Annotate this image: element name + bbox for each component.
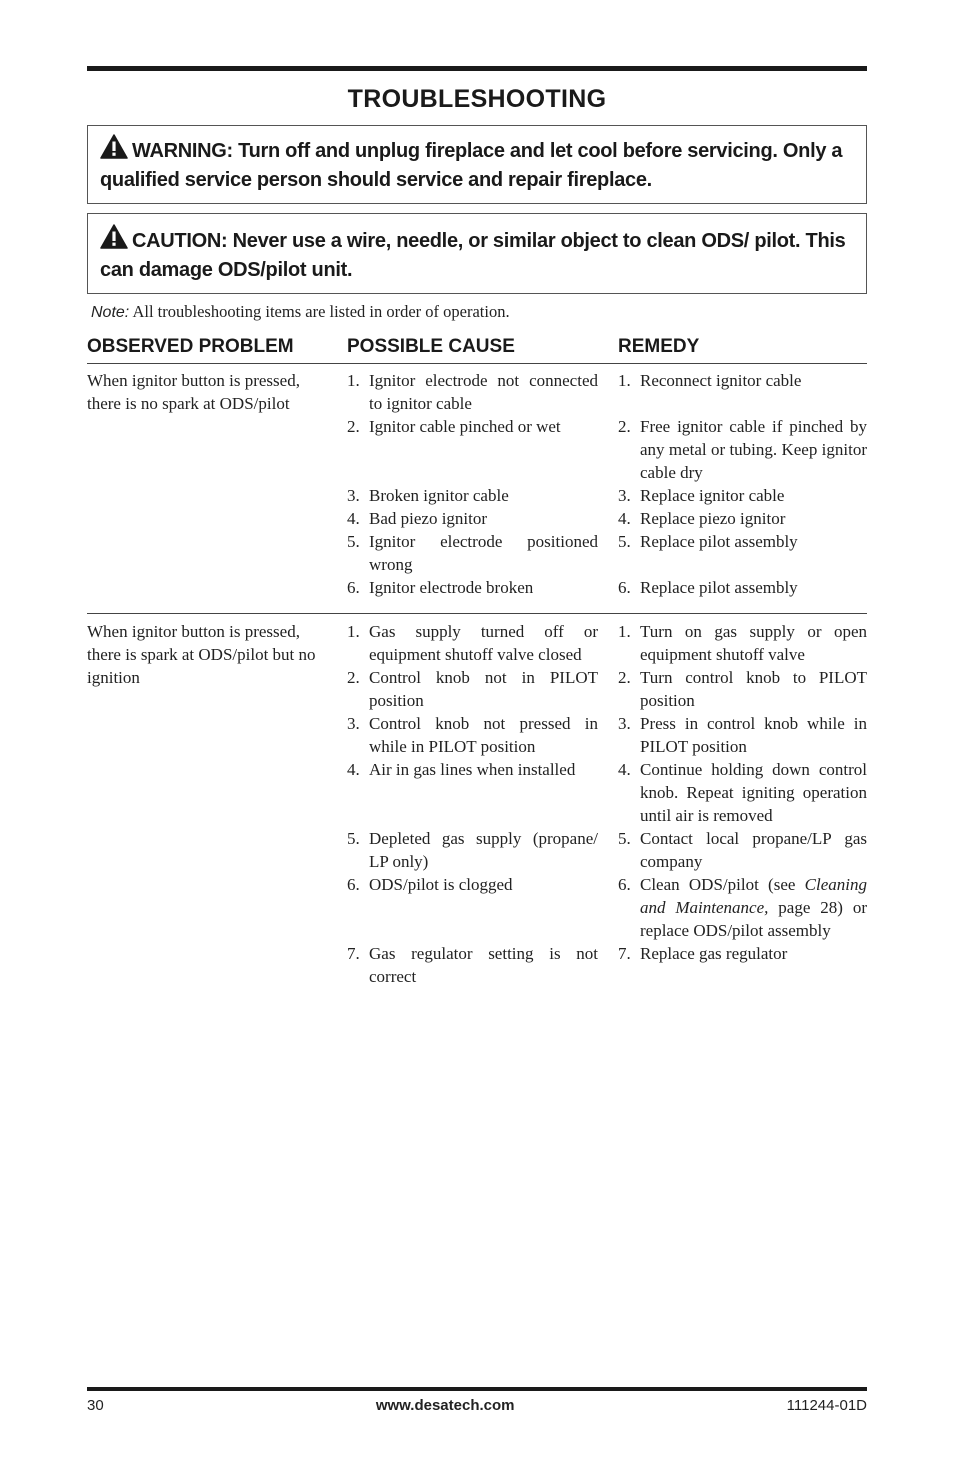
cause-item xyxy=(347,530,618,576)
remedy-item xyxy=(618,620,867,666)
cause-text: Depleted gas supply (propane/ LP only) xyxy=(369,829,598,871)
website-link[interactable]: www.desatech.com xyxy=(375,1397,515,1414)
table-row xyxy=(347,507,867,530)
remedy-item xyxy=(618,827,867,873)
remedy-text: Replace pilot assembly xyxy=(640,578,798,597)
cause-number: 5. xyxy=(347,532,360,551)
caution-box xyxy=(87,213,867,294)
caution-icon xyxy=(100,224,128,257)
footer-row xyxy=(87,1397,867,1414)
note xyxy=(87,302,867,322)
cause-item xyxy=(347,666,618,712)
table-row xyxy=(347,415,867,484)
remedy-text: Replace pilot assembly xyxy=(640,532,798,551)
cause-item xyxy=(347,758,618,827)
remedy-text: Free ignitor cable if pinched by any metal or tubing. Keep ignitor cable dry xyxy=(640,417,867,482)
cause-remedy-list xyxy=(347,369,867,599)
cause-item xyxy=(347,484,618,507)
remedy-item xyxy=(618,415,867,484)
remedy-number: 2. xyxy=(618,668,631,687)
top-rule xyxy=(87,66,867,71)
cause-text: Gas supply turned off or equipment shutoff valve closed xyxy=(369,622,598,664)
warning-icon xyxy=(100,134,128,167)
remedy-number: 4. xyxy=(618,760,631,779)
remedy-text: Turn on gas supply or open equipment shutoff valve xyxy=(640,622,867,664)
remedy-text: Continue holding down control knob. Repeat igniting operation until air is removed xyxy=(640,760,867,825)
cause-item xyxy=(347,620,618,666)
remedy-number: 1. xyxy=(618,371,631,390)
remedy-item xyxy=(618,873,867,942)
cause-number: 5. xyxy=(347,829,360,848)
table-row xyxy=(347,873,867,942)
table-row xyxy=(347,827,867,873)
cause-number: 4. xyxy=(347,760,360,779)
warning-box xyxy=(87,125,867,204)
table-row xyxy=(347,620,867,666)
cause-text: Control knob not in PILOT position xyxy=(369,668,598,710)
page-footer xyxy=(87,1387,867,1414)
cause-number: 4. xyxy=(347,509,360,528)
cleaning-maintenance-reference: Cleaning and Maintenance, xyxy=(640,875,867,917)
cause-text: Ignitor electrode positioned wrong xyxy=(369,532,598,574)
warning-text: WARNING: Turn off and unplug fireplace and let cool before servicing. Only a qualified service person should service and repair fireplace. xyxy=(100,140,843,191)
observed-problem: When ignitor button is pressed, there is no spark at ODS/pilot xyxy=(87,371,300,413)
cause-item xyxy=(347,415,618,484)
remedy-item xyxy=(618,369,867,415)
remedy-text: Replace gas regulator xyxy=(640,944,788,963)
cause-remedy-list xyxy=(347,620,867,988)
remedy-number: 6. xyxy=(618,578,631,597)
caution-text: CAUTION: Never use a wire, needle, or similar object to clean ODS/ pilot. This can damage ODS/pilot unit. xyxy=(100,230,846,281)
cause-item xyxy=(347,369,618,415)
remedy-number: 5. xyxy=(618,532,631,551)
cause-number: 6. xyxy=(347,578,360,597)
cause-number: 3. xyxy=(347,714,360,733)
cause-item xyxy=(347,576,618,599)
table-row xyxy=(347,712,867,758)
remedy-item xyxy=(618,484,867,507)
page-number: 30 xyxy=(87,1397,104,1414)
page-content xyxy=(87,66,867,1002)
remedy-number: 6. xyxy=(618,875,631,894)
remedy-number: 3. xyxy=(618,714,631,733)
remedy-number: 3. xyxy=(618,486,631,505)
cause-item xyxy=(347,942,618,988)
remedy-item xyxy=(618,758,867,827)
cause-number: 3. xyxy=(347,486,360,505)
cause-number: 2. xyxy=(347,668,360,687)
remedy-text: Reconnect ignitor cable xyxy=(640,371,802,390)
cause-text: Control knob not pressed in while in PILOT position xyxy=(369,714,598,756)
remedy-item xyxy=(618,712,867,758)
table-section xyxy=(87,364,867,613)
header-possible-cause: POSSIBLE CAUSE xyxy=(347,336,515,357)
remedy-text: Press in control knob while in PILOT position xyxy=(640,714,867,756)
remedy-text-part: Clean ODS/pilot (see xyxy=(640,875,805,894)
table-row xyxy=(347,369,867,415)
remedy-text: Replace ignitor cable xyxy=(640,486,785,505)
remedy-text: Turn control knob to PILOT position xyxy=(640,668,867,710)
header-observed-problem: OBSERVED PROBLEM xyxy=(87,336,294,357)
cause-number: 2. xyxy=(347,417,360,436)
cause-text: Gas regulator setting is not correct xyxy=(369,944,598,986)
cause-text: ODS/pilot is clogged xyxy=(369,875,513,894)
remedy-item xyxy=(618,666,867,712)
page-title: TROUBLESHOOTING xyxy=(347,85,607,113)
note-text: All troubleshooting items are listed in order of operation. xyxy=(129,302,510,321)
table-row xyxy=(347,576,867,599)
remedy-text: Contact local propane/LP gas company xyxy=(640,829,867,871)
observed-problem: When ignitor button is pressed, there is spark at ODS/pilot but no ignition xyxy=(87,622,316,687)
header-remedy: REMEDY xyxy=(618,336,700,357)
cause-number: 1. xyxy=(347,371,360,390)
note-label: Note: xyxy=(91,304,130,321)
remedy-number: 4. xyxy=(618,509,631,528)
remedy-item xyxy=(618,942,867,988)
cause-text: Bad piezo ignitor xyxy=(369,509,488,528)
remedy-item xyxy=(618,507,867,530)
remedy-text-part: page 28) or replace ODS/pilot assembly xyxy=(640,898,867,940)
cause-number: 7. xyxy=(347,944,360,963)
cause-text: Air in gas lines when installed xyxy=(369,760,576,779)
table-row xyxy=(347,942,867,988)
remedy-number: 7. xyxy=(618,944,631,963)
remedy-text xyxy=(640,873,867,942)
cause-number: 1. xyxy=(347,622,360,641)
cause-text: Ignitor electrode broken xyxy=(369,578,534,597)
cause-text: Ignitor electrode not connected to ignitor cable xyxy=(369,371,598,413)
cause-item xyxy=(347,827,618,873)
remedy-item xyxy=(618,530,867,576)
remedy-number: 5. xyxy=(618,829,631,848)
cause-item xyxy=(347,712,618,758)
remedy-number: 1. xyxy=(618,622,631,641)
table-row xyxy=(347,530,867,576)
cause-item xyxy=(347,507,618,530)
bottom-rule xyxy=(87,1387,867,1391)
remedy-text: Replace piezo ignitor xyxy=(640,509,786,528)
cause-item xyxy=(347,873,618,942)
table-row xyxy=(347,666,867,712)
table-row xyxy=(347,758,867,827)
table-section xyxy=(87,613,867,1002)
table-header xyxy=(87,336,867,364)
document-code: 111244-01D xyxy=(786,1397,867,1414)
table-row xyxy=(347,484,867,507)
cause-text: Broken ignitor cable xyxy=(369,486,509,505)
cause-text: Ignitor cable pinched or wet xyxy=(369,417,561,436)
remedy-item xyxy=(618,576,867,599)
cause-number: 6. xyxy=(347,875,360,894)
remedy-number: 2. xyxy=(618,417,631,436)
